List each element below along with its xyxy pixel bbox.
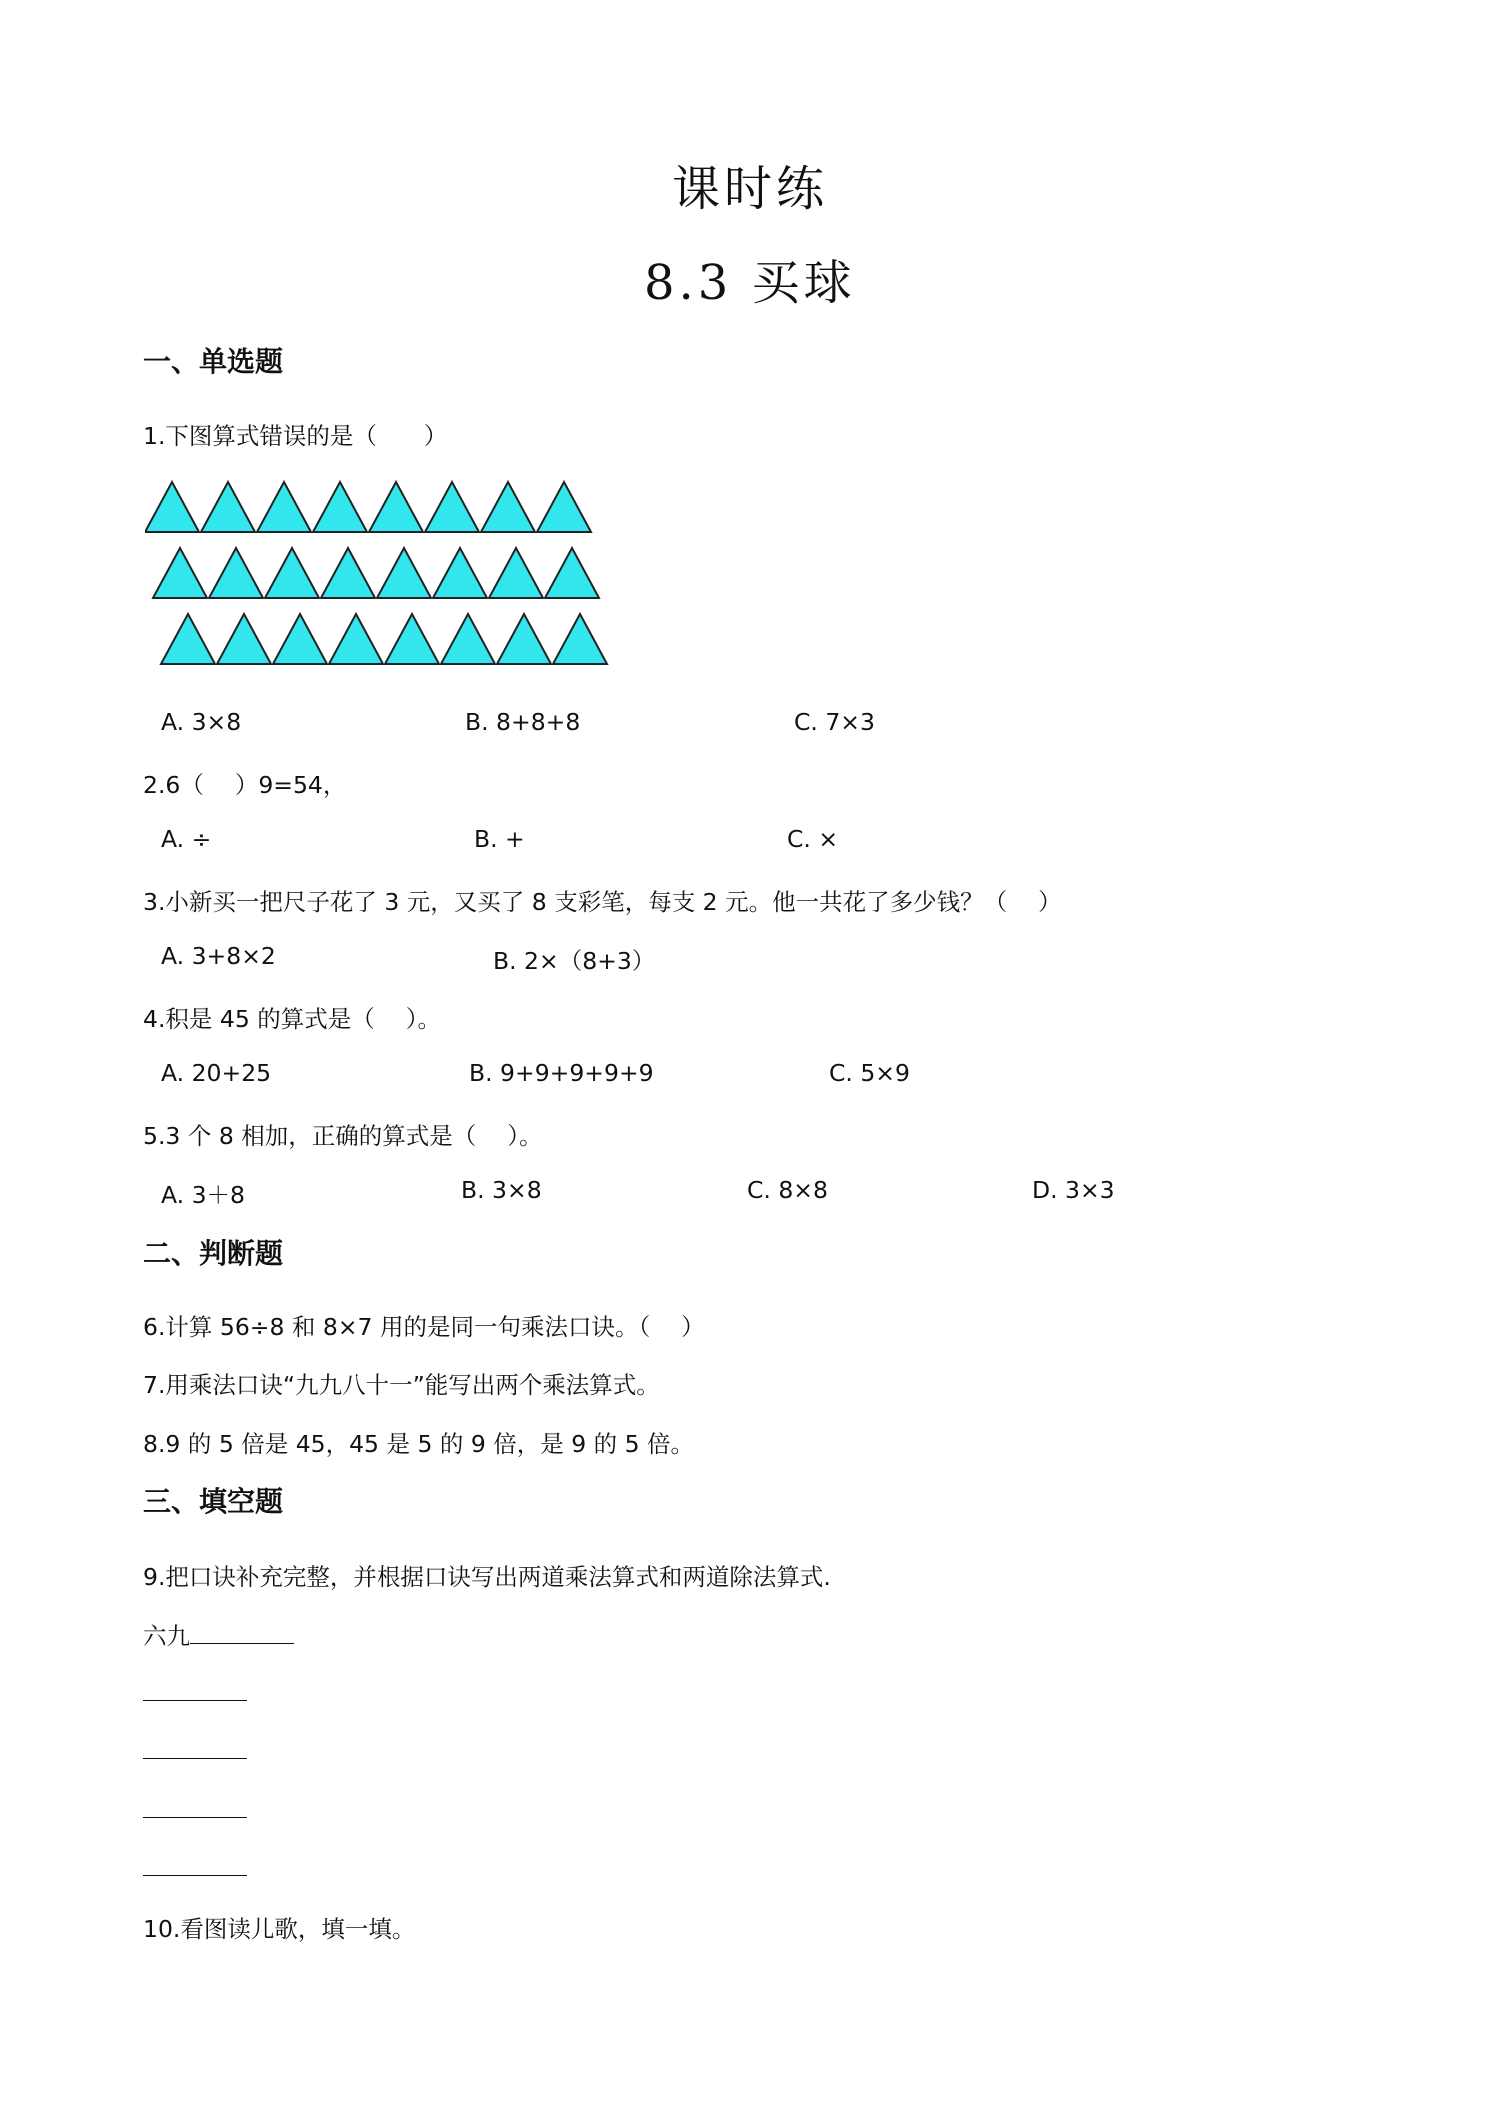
q3-option-a: A. 3+8×2 [161, 942, 276, 970]
answer-blank[interactable] [143, 1793, 247, 1818]
section-heading-fill: 三、填空题 [143, 1485, 284, 1518]
triangle-figure [145, 476, 615, 676]
q9-prompt-line [143, 1617, 294, 1651]
question-2: 2.6（ ）9=54， [143, 771, 347, 799]
question-5: 5.3 个 8 相加，正确的算式是（ ）。 [143, 1122, 543, 1150]
answer-blank[interactable] [143, 1734, 247, 1759]
q5-option-d: D. 3×3 [1032, 1176, 1115, 1204]
triangle-shape [489, 548, 543, 598]
triangle-shape [545, 548, 599, 598]
q1-option-a: A. 3×8 [161, 708, 242, 736]
q1-option-c: C. 7×3 [794, 708, 875, 736]
answer-line-2 [143, 1734, 247, 1765]
triangle-shape [265, 548, 319, 598]
question-1: 1.下图算式错误的是（ ） [143, 422, 448, 450]
question-10: 10.看图读儿歌，填一填。 [143, 1915, 416, 1943]
triangle-shape [321, 548, 375, 598]
q5-option-b: B. 3×8 [461, 1176, 542, 1204]
answer-blank[interactable] [143, 1851, 247, 1876]
q2-option-a: A. ÷ [161, 825, 212, 853]
answer-blank[interactable] [143, 1676, 247, 1701]
triangle-shape [369, 482, 423, 532]
question-8: 8.9 的 5 倍是 45，45 是 5 的 9 倍，是 9 的 5 倍。 [143, 1430, 695, 1458]
triangle-shape [425, 482, 479, 532]
triangle-shape [217, 614, 271, 664]
q2-option-b: B. + [474, 825, 525, 853]
triangle-shape [257, 482, 311, 532]
triangle-shape [481, 482, 535, 532]
lesson-subtitle: 8.3 买球 [644, 255, 856, 311]
answer-line-1 [143, 1676, 247, 1707]
q5-option-a: A. 3＋8 [161, 1181, 246, 1209]
q2-option-c: C. × [787, 825, 839, 853]
answer-line-4 [143, 1851, 247, 1882]
section-heading-judge: 二、判断题 [143, 1237, 284, 1270]
answer-blank[interactable] [190, 1619, 294, 1644]
triangle-shape [441, 614, 495, 664]
q4-option-b: B. 9+9+9+9+9 [469, 1059, 654, 1087]
question-6: 6.计算 56÷8 和 8×7 用的是同一句乘法口诀。（ ） [143, 1313, 705, 1341]
q9-prompt: 六九 [143, 1622, 190, 1650]
triangle-shape [537, 482, 591, 532]
question-4: 4.积是 45 的算式是（ ）。 [143, 1005, 441, 1033]
triangle-shape [329, 614, 383, 664]
question-7: 7.用乘法口诀“九九八十一”能写出两个乘法算式。 [143, 1371, 660, 1399]
triangle-shape [145, 482, 199, 532]
triangle-shape [201, 482, 255, 532]
page-title: 课时练 [672, 161, 829, 217]
question-9: 9.把口诀补充完整，并根据口诀写出两道乘法算式和两道除法算式. [143, 1563, 831, 1591]
triangle-shape [273, 614, 327, 664]
q4-option-c: C. 5×9 [829, 1059, 910, 1087]
triangle-shape [153, 548, 207, 598]
q4-option-a: A. 20+25 [161, 1059, 272, 1087]
triangle-shape [161, 614, 215, 664]
section-heading-single-choice: 一、单选题 [143, 345, 284, 378]
triangle-shape [377, 548, 431, 598]
triangle-shape [433, 548, 487, 598]
triangle-shape [313, 482, 367, 532]
triangle-shape [209, 548, 263, 598]
triangle-shape [497, 614, 551, 664]
q1-option-b: B. 8+8+8 [465, 708, 581, 736]
q3-option-b: B. 2×（8+3） [493, 947, 656, 975]
answer-line-3 [143, 1793, 247, 1824]
q5-option-c: C. 8×8 [747, 1176, 828, 1204]
question-3: 3.小新买一把尺子花了 3 元，又买了 8 支彩笔，每支 2 元。他一共花了多少钱？（ ） [143, 888, 1062, 916]
triangle-shape [553, 614, 607, 664]
triangle-shape [385, 614, 439, 664]
